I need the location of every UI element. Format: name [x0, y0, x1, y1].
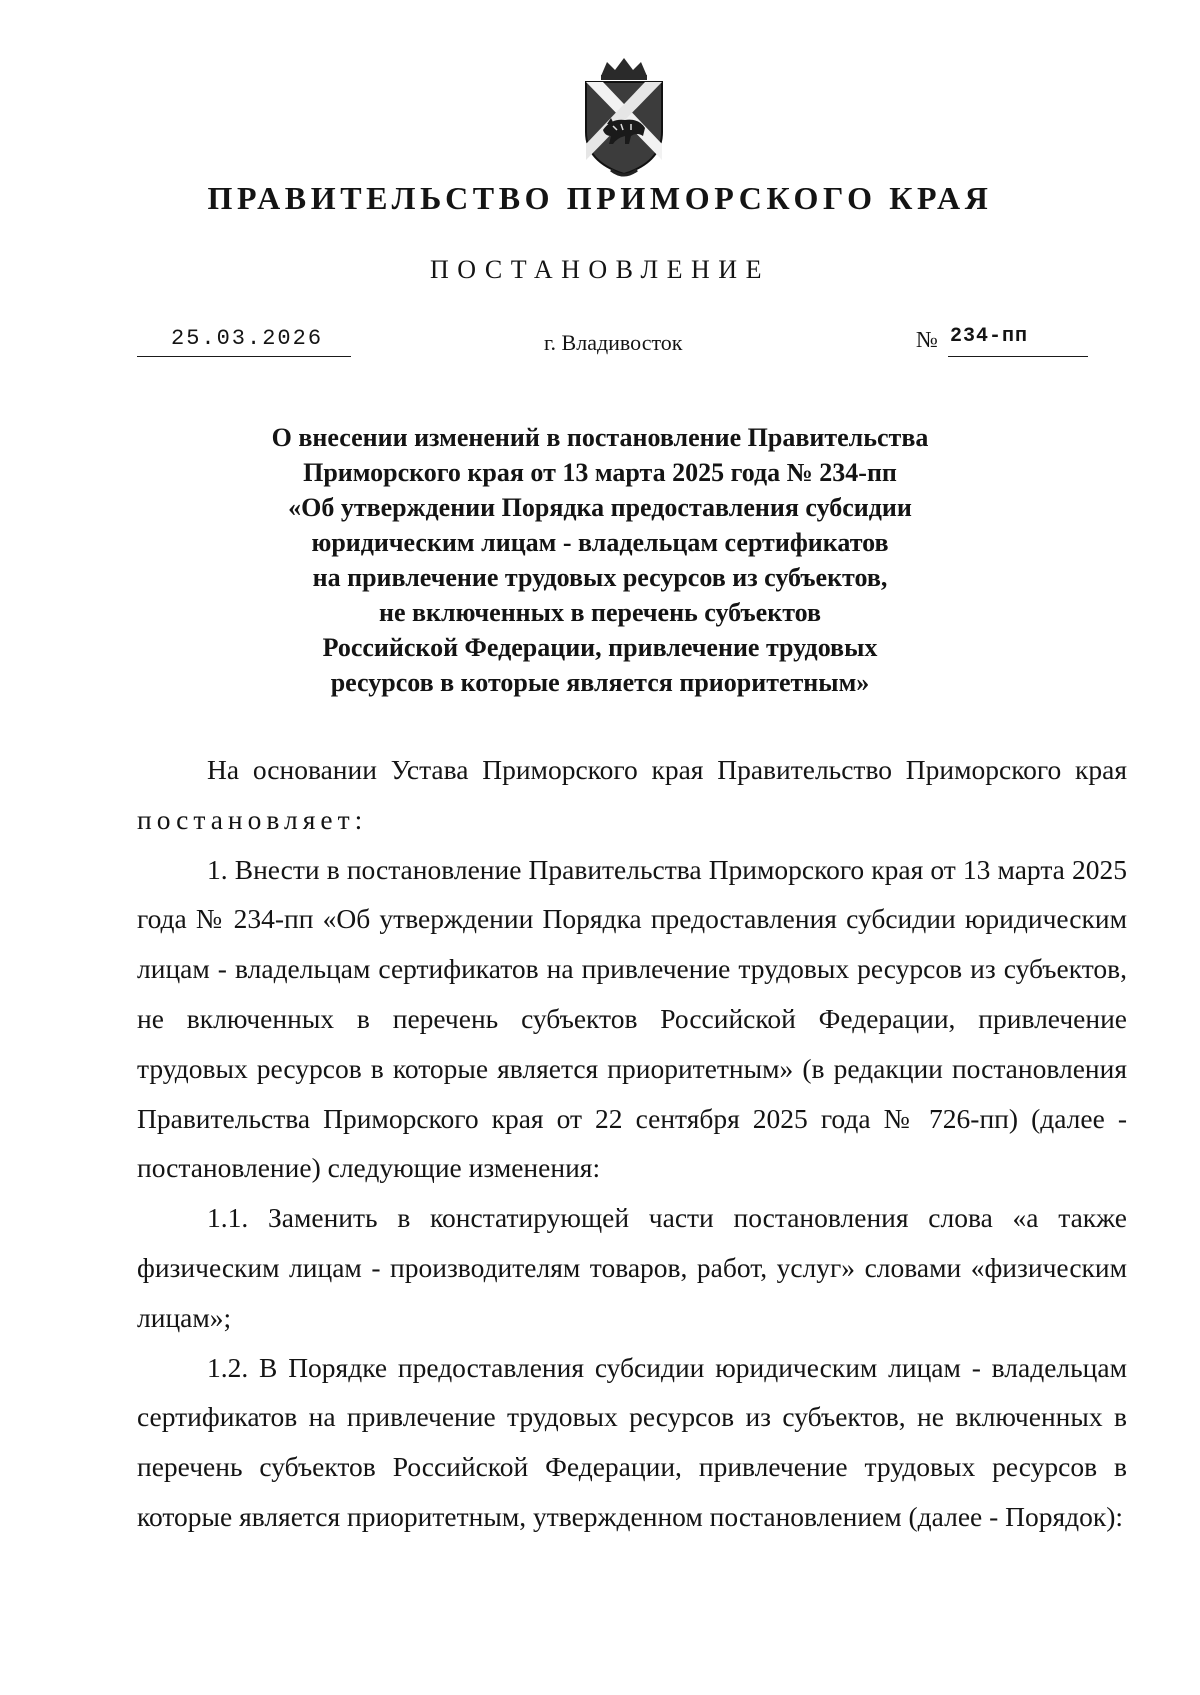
paragraph-1-1: 1.1. Заменить в констатирующей части постановления слова «а также физическим лицам - производителям товаров, работ, услуг» словами «физическим лицам»; [137, 1202, 1127, 1333]
subject-line: юридическим лицам - владельцам сертификатов [311, 528, 889, 557]
primorsky-krai-coat-of-arms-icon [581, 58, 667, 180]
document-city: г. Владивосток [544, 330, 683, 355]
subject-line: Российской Федерации, привлечение трудовых [322, 633, 878, 662]
number-sign: № [916, 327, 938, 352]
subject-line: О внесении изменений в постановление Правительства [271, 423, 929, 452]
paragraph-1-2: 1.2. В Порядке предоставления субсидии юридическим лицам - владельцам сертификатов на привлечение трудовых ресурсов из субъектов, не включенных в перечень субъектов Российской Федерации, привлечение трудовых ресурсов в которые является приоритетным, утвержденном постановлением (далее - Порядок): [137, 1351, 1127, 1532]
document-body [137, 745, 1127, 1542]
subject-line: ресурсов в которые является приоритетным» [330, 668, 870, 697]
organization-title: ПРАВИТЕЛЬСТВО ПРИМОРСКОГО КРАЯ [207, 180, 993, 216]
paragraph-1: 1. Внести в постановление Правительства Приморского края от 13 марта 2025 года № 234-пп «Об утверждении Порядка предоставления субсидии юридическим лицам - владельцам сертификатов на привлечение трудовых ресурсов из субъектов, не включенных в перечень субъектов Российской Федерации, привлечение трудовых ресурсов в которые является приоритетным» (в редакции постановления Правительства Приморского края от 22 сентября 2025 года № 726-пп) (далее - постановление) следующие изменения: [137, 853, 1127, 1184]
document-date-field [137, 322, 351, 357]
subject-line: «Об утверждении Порядка предоставления субсидии [288, 493, 912, 522]
intro-text: На основании Устава Приморского края Правительство Приморского края [207, 754, 1127, 785]
document-number-field [948, 322, 1088, 357]
intro-paragraph [137, 745, 1127, 845]
subject-line: не включенных в перечень субъектов [378, 598, 822, 627]
subject-line: Приморского края от 13 марта 2025 года № 234-пп [303, 458, 897, 487]
document-date: 25.03.2026 [171, 326, 324, 351]
subject-line: на привлечение трудовых ресурсов из субъектов, [312, 563, 888, 592]
document-number: 234-пп [950, 325, 1029, 348]
intro-resolves: постановляет: [137, 803, 368, 835]
document-subject [200, 420, 1000, 700]
document-type: ПОСТАНОВЛЕНИЕ [430, 255, 770, 284]
